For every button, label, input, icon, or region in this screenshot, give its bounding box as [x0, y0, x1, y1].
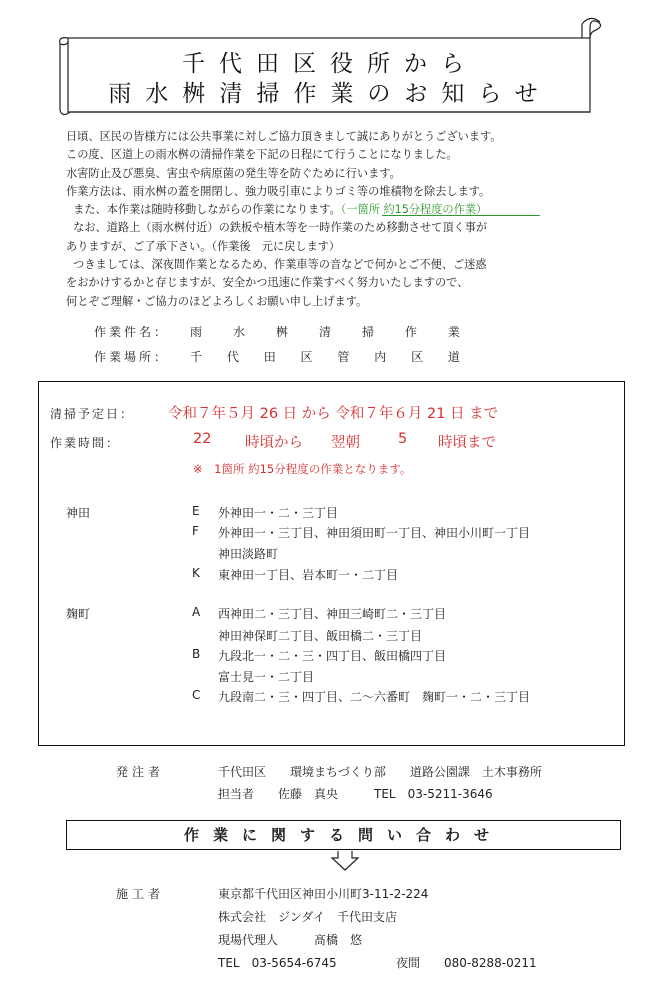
date-label: 清掃予定日： — [50, 407, 135, 421]
duration-note: ※ 1箇所 約15分程度の作業となります。 — [193, 462, 412, 476]
area-code: B — [192, 647, 201, 661]
title-line-2: 雨水桝清掃作業のお知らせ — [108, 81, 552, 107]
work-place-label: 作業場所： — [94, 350, 170, 364]
intro-line: この度、区道上の雨水桝の清掃作業を下記の日程にて行うことになりました。 — [66, 148, 458, 162]
orderer-line-1: 千代田区 環境まちづくり部 道路公園課 土木事務所 — [218, 765, 542, 779]
area-address: 富士見一・二丁目 — [218, 670, 315, 684]
area-name-kanda: 神田 — [66, 506, 91, 520]
intro-line: 何とぞご理解・ご協力のほどよろしくお願い申し上げます。 — [66, 294, 368, 308]
work-place-value: 千 代 田 区 管 内 区 道 — [190, 350, 460, 364]
area-address: 西神田二・三丁目、神田三崎町二・三丁目 — [218, 607, 447, 621]
green-underline — [382, 215, 540, 216]
time-from: 時頃から — [245, 435, 303, 451]
orderer-line-2: 担当者 佐藤 真央 TEL 03-5211-3646 — [218, 787, 493, 801]
contractor-company: 株式会社 ジンダイ 千代田支店 — [218, 910, 397, 924]
intro-paragraph — [66, 128, 501, 311]
contractor-agent: 現場代理人 髙橋 悠 — [218, 933, 363, 947]
time-until: 時頃まで — [438, 435, 496, 451]
contractor-tel: TEL 03-5654-6745 — [218, 956, 337, 970]
area-code: A — [192, 605, 201, 619]
intro-line: 水害防止及び悪臭、害虫や病原菌の発生等を防ぐために行います。 — [66, 166, 401, 180]
intro-line: なお、道路上（雨水桝付近）の鉄板や植木等を一時作業のため移動させて頂く事が — [73, 221, 488, 235]
intro-line: をおかけするかと存じますが、安全かつ迅速に作業すべく努力いたしますので、 — [66, 276, 469, 290]
duration-highlight: （一箇所 約15分程度の作業） — [340, 203, 488, 217]
area-address: 九段南二・三・四丁目、二〜六番町 麹町一・二・三丁目 — [218, 690, 531, 704]
area-address: 神田神保町二丁目、飯田橋二・三丁目 — [218, 629, 423, 643]
intro-line: ありますが、ご了承下さい。（作業後 元に戻します） — [66, 239, 341, 253]
down-arrow-icon — [330, 850, 360, 872]
area-code: C — [192, 688, 201, 702]
contractor-night-tel: 夜間 080-8288-0211 — [396, 956, 537, 970]
area-name-kojimachi: 麹町 — [66, 607, 91, 621]
area-code: F — [192, 524, 199, 538]
orderer-label: 発注者 — [116, 765, 165, 779]
date-value: 令和７年５月 26 日 から 令和７年６月 21 日 まで — [168, 406, 499, 422]
work-name-label: 作業件名： — [94, 325, 170, 339]
intro-line: 作業方法は、雨水桝の蓋を開閉し、強力吸引車によりゴミ等の堆積物を除去します。 — [66, 184, 491, 198]
intro-line: また、本作業は随時移動しながらの作業になります。（一箇所 約15分程度の作業） — [73, 203, 488, 217]
time-label: 作業時間： — [50, 436, 121, 450]
time-end: 5 — [398, 431, 408, 447]
intro-line: 日頃、区民の皆様方には公共事業に対しご協力頂きまして誠にありがとうございます。 — [66, 130, 502, 143]
time-start: 22 — [193, 431, 212, 447]
area-code: K — [192, 566, 200, 580]
contractor-address: 東京都千代田区神田小川町3-11-2-224 — [218, 887, 429, 901]
area-address: 外神田一・二・三丁目 — [218, 506, 339, 520]
intro-line: つきましては、深夜間作業となるため、作業車等の音などで何かとご不便、ご迷惑 — [73, 258, 487, 272]
work-name-value: 雨 水 桝 清 掃 作 業 — [190, 325, 460, 339]
area-code: E — [192, 504, 200, 518]
area-address: 神田淡路町 — [218, 547, 279, 561]
time-next: 翌朝 — [331, 435, 360, 451]
inquiry-heading: 作業に関する問い合わせ — [66, 820, 621, 850]
area-address: 東神田一丁目、岩本町一・二丁目 — [218, 568, 399, 582]
title-line-1: 千代田区役所から — [182, 51, 478, 77]
area-address: 外神田一・三丁目、神田須田町一丁目、神田小川町一丁目 — [218, 526, 531, 540]
contractor-label: 施工者 — [116, 887, 165, 901]
area-address: 九段北一・二・三・四丁目、飯田橋四丁目 — [218, 649, 447, 663]
